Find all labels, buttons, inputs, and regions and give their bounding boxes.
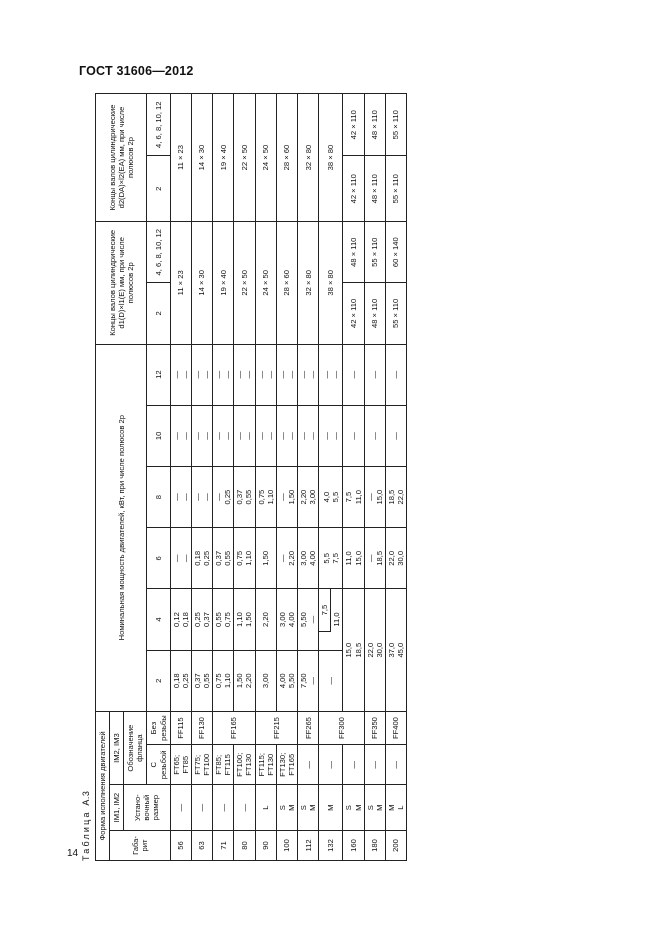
cell-p10: — — <box>255 405 276 466</box>
table-row <box>385 94 406 861</box>
cell-unthreaded: FF165 <box>213 711 255 744</box>
cell-gabarit: 80 <box>234 830 255 860</box>
cell-unthreaded: FF215 <box>255 711 297 744</box>
shaft2-header: Концы валов цилиндрические d2(DA)×l2(EA) мм, при числе полюсов 2p <box>96 94 147 222</box>
table-row <box>297 94 318 861</box>
cell-p4: 1,10 1,50 <box>234 589 255 650</box>
cell-p2: 7,50 — <box>297 650 318 711</box>
pole-12-header: 12 <box>147 344 170 405</box>
cell-size: L <box>255 785 276 831</box>
table-row <box>364 94 385 861</box>
cell-threaded: FT130; FT165 <box>276 745 297 785</box>
cell-p12: — <box>343 344 364 405</box>
pole-4-header: 4 <box>147 589 170 650</box>
cell-shaft1-b: 60 × 140 <box>385 222 406 283</box>
cell-p10: — — <box>297 405 318 466</box>
cell-shaft2: 38 × 80 <box>319 94 343 222</box>
header-row-4 <box>147 94 170 861</box>
cell-p8: — — <box>191 467 212 528</box>
table-row <box>191 94 212 861</box>
cell-p8: 18,5 22,0 <box>385 467 406 528</box>
cell-p4: 0,55 0,75 <box>213 589 234 650</box>
cell-size: M <box>319 785 343 831</box>
cell-shaft2: 32 × 80 <box>297 94 318 222</box>
cell-p8: — 15,0 <box>364 467 385 528</box>
cell-unthreaded: FF130 <box>191 711 212 744</box>
cell-p4: 3,00 4,00 <box>276 589 297 650</box>
cell-p2: 1,50 2,20 <box>234 650 255 711</box>
pole-2-header: 2 <box>147 650 170 711</box>
table-row <box>234 94 255 861</box>
cell-shaft1: 38 × 80 <box>319 222 343 344</box>
pole-6-header: 6 <box>147 528 170 589</box>
threaded-header: С резьбой <box>147 745 170 785</box>
cell-p12: — — <box>170 344 191 405</box>
cell-p4: 0,25 0,37 <box>191 589 212 650</box>
cell-shaft1: 19 × 40 <box>213 222 234 344</box>
cell-p12: — — <box>234 344 255 405</box>
cell-p2: 0,75 1,10 <box>213 650 234 711</box>
cell-p6: 5,5 7,5 <box>319 528 343 589</box>
cell-shaft1: 11 × 23 <box>170 222 191 344</box>
caption-number: А.3 <box>81 790 91 806</box>
cell-size: — <box>170 785 191 831</box>
cell-size: — <box>213 785 234 831</box>
cell-size: S M <box>364 785 385 831</box>
table-caption <box>81 791 91 861</box>
cell-threaded: — <box>364 745 385 785</box>
cell-p2-p4: 37,0 45,0 <box>385 589 406 711</box>
cell-gabarit: 71 <box>213 830 234 860</box>
cell-p10: — — <box>276 405 297 466</box>
cell-threaded: FT115; FT130 <box>255 745 276 785</box>
cell-p10: — — <box>170 405 191 466</box>
cell-shaft2: 22 × 50 <box>234 94 255 222</box>
cell-shaft2-a: 42 × 110 <box>343 156 364 222</box>
cell-p6: — 2,20 <box>276 528 297 589</box>
cell-shaft2: 11 × 23 <box>170 94 191 222</box>
cell-gabarit: 100 <box>276 830 297 860</box>
cell-p10: — <box>364 405 385 466</box>
cell-shaft2-b: 48 × 110 <box>364 94 385 156</box>
shaft2-poles-2: 2 <box>147 156 170 222</box>
header-row-1 <box>96 94 110 861</box>
cell-shaft1: 24 × 50 <box>255 222 276 344</box>
shaft1-poles-multi: 4, 6, 8, 10, 12 <box>147 222 170 283</box>
cell-size: — <box>234 785 255 831</box>
cell-p8: 7,5 11,0 <box>343 467 364 528</box>
cell-p12: — — <box>255 344 276 405</box>
cell-p12: — — <box>297 344 318 405</box>
caption-word: Таблица <box>81 810 91 861</box>
motor-table <box>95 93 407 861</box>
im2-header: IM2, IM3 <box>110 711 124 784</box>
cell-p4: 5,50 — <box>297 589 318 650</box>
cell-shaft2: 24 × 50 <box>255 94 276 222</box>
cell-p10: — — <box>234 405 255 466</box>
cell-p10: — — <box>191 405 212 466</box>
cell-p6: — — <box>170 528 191 589</box>
cell-shaft1: 22 × 50 <box>234 222 255 344</box>
cell-gabarit: 63 <box>191 830 212 860</box>
cell-p6: 11,0 15,0 <box>343 528 364 589</box>
cell-unthreaded: FF300 <box>319 711 364 744</box>
cell-threaded: FT75; FT100 <box>191 745 212 785</box>
cell-p6: 0,18 0,25 <box>191 528 212 589</box>
cell-size: S M <box>343 785 364 831</box>
cell-p10: — <box>385 405 406 466</box>
unthreaded-header: Без резьбы <box>147 711 170 744</box>
cell-shaft1-b: 48 × 110 <box>343 222 364 283</box>
cell-p4-value-a: 7,5 <box>319 589 331 631</box>
cell-p12: — — <box>276 344 297 405</box>
table-row <box>343 94 364 861</box>
shaft1-poles-2: 2 <box>147 283 170 344</box>
table-row <box>213 94 234 861</box>
cell-p2-p4: 22,0 30,0 <box>364 589 385 711</box>
cell-gabarit: 56 <box>170 830 191 860</box>
cell-unthreaded: FF115 <box>170 711 191 744</box>
install-size-header: Устано-вочный размер <box>124 785 170 831</box>
cell-p10: — — <box>319 405 343 466</box>
cell-p6: 0,37 0,55 <box>213 528 234 589</box>
cell-p10: — <box>343 405 364 466</box>
cell-p12: — <box>364 344 385 405</box>
cell-p8: 0,37 0,55 <box>234 467 255 528</box>
shaft1-header: Концы валов цилиндрические d1(D)×l1(E) мм, при числе полюсов 2p <box>96 222 147 344</box>
pole-10-header: 10 <box>147 405 170 466</box>
cell-threaded: — <box>385 745 406 785</box>
cell-p4-value-b: 11,0 <box>332 612 342 627</box>
cell-threaded: — <box>343 745 364 785</box>
cell-p8: 2,20 3,00 <box>297 467 318 528</box>
cell-size: M L <box>385 785 406 831</box>
cell-shaft1: 32 × 80 <box>297 222 318 344</box>
document-header: ГОСТ 31606—2012 <box>79 64 194 78</box>
cell-unthreaded: FF400 <box>385 711 406 744</box>
cell-p2: 0,18 0,25 <box>170 650 191 711</box>
cell-gabarit: 180 <box>364 830 385 860</box>
cell-p8: — 1,50 <box>276 467 297 528</box>
cell-p4-a <box>319 589 343 650</box>
cell-p6: 3,00 4,00 <box>297 528 318 589</box>
cell-p2: 4,00 5,50 <box>276 650 297 711</box>
cell-threaded: — <box>319 745 343 785</box>
table-row <box>170 94 191 861</box>
cell-p8: — 0,25 <box>213 467 234 528</box>
cell-gabarit: 132 <box>319 830 343 860</box>
cell-threaded: FT65; FT85 <box>170 745 191 785</box>
cell-p2-p4: 15,0 18,5 <box>343 589 364 711</box>
table-row <box>255 94 276 861</box>
im1-header: IM1, IM2 <box>110 785 124 831</box>
cell-p8: 4,0 5,5 <box>319 467 343 528</box>
power-header: Номинальная мощность двигателей, кВт, при числе полюсов 2p <box>96 344 147 711</box>
cell-p2: 0,37 0,55 <box>191 650 212 711</box>
cell-p4: 2,20 <box>255 589 276 650</box>
cell-p12: — — <box>319 344 343 405</box>
cell-size: S M <box>276 785 297 831</box>
cell-shaft2-a: 48 × 110 <box>364 156 385 222</box>
mounting-header: Форма исполнения двигателей <box>96 711 110 860</box>
cell-shaft2-a: 55 × 110 <box>385 156 406 222</box>
cell-p6: 22,0 30,0 <box>385 528 406 589</box>
cell-gabarit: 112 <box>297 830 318 860</box>
cell-p2: — <box>319 650 343 711</box>
cell-threaded: FT100; FT130 <box>234 745 255 785</box>
cell-shaft1-a: 48 × 110 <box>364 283 385 344</box>
cell-gabarit: 200 <box>385 830 406 860</box>
cell-threaded: — <box>297 745 318 785</box>
shaft2-poles-multi: 4, 6, 8, 10, 12 <box>147 94 170 156</box>
cell-shaft2: 19 × 40 <box>213 94 234 222</box>
cell-shaft2: 14 × 30 <box>191 94 212 222</box>
flange-header: Обозначение фланца <box>124 711 147 784</box>
cell-shaft1-a: 55 × 110 <box>385 283 406 344</box>
table-row <box>319 94 343 861</box>
table-container <box>78 93 596 861</box>
table-row <box>276 94 297 861</box>
rotated-table-area <box>78 93 596 861</box>
cell-p8: — — <box>170 467 191 528</box>
cell-gabarit: 160 <box>343 830 364 860</box>
page-number: 14 <box>67 848 79 859</box>
cell-shaft2-b: 42 × 110 <box>343 94 364 156</box>
cell-p12: — — <box>213 344 234 405</box>
cell-shaft1: 28 × 60 <box>276 222 297 344</box>
cell-p10: — — <box>213 405 234 466</box>
gabarit-header: Габа-рит <box>110 830 171 860</box>
cell-shaft1-a: 42 × 110 <box>343 283 364 344</box>
cell-p2: 3,00 <box>255 650 276 711</box>
cell-p8: 0,75 1,10 <box>255 467 276 528</box>
cell-p4: 0,12 0,18 <box>170 589 191 650</box>
cell-gabarit: 90 <box>255 830 276 860</box>
cell-p6: — 18,5 <box>364 528 385 589</box>
cell-p12: — <box>385 344 406 405</box>
cell-shaft2-b: 55 × 110 <box>385 94 406 156</box>
cell-size: S M <box>297 785 318 831</box>
cell-threaded: FT85; FT115 <box>213 745 234 785</box>
cell-shaft1-b: 55 × 110 <box>364 222 385 283</box>
cell-unthreaded: FF265 <box>297 711 318 744</box>
cell-size: — <box>191 785 212 831</box>
cell-unthreaded: FF350 <box>364 711 385 744</box>
cell-p12: — — <box>191 344 212 405</box>
cell-shaft1: 14 × 30 <box>191 222 212 344</box>
pole-8-header: 8 <box>147 467 170 528</box>
cell-shaft2: 28 × 60 <box>276 94 297 222</box>
cell-p6: 1,50 <box>255 528 276 589</box>
cell-p6: 0,75 1,10 <box>234 528 255 589</box>
